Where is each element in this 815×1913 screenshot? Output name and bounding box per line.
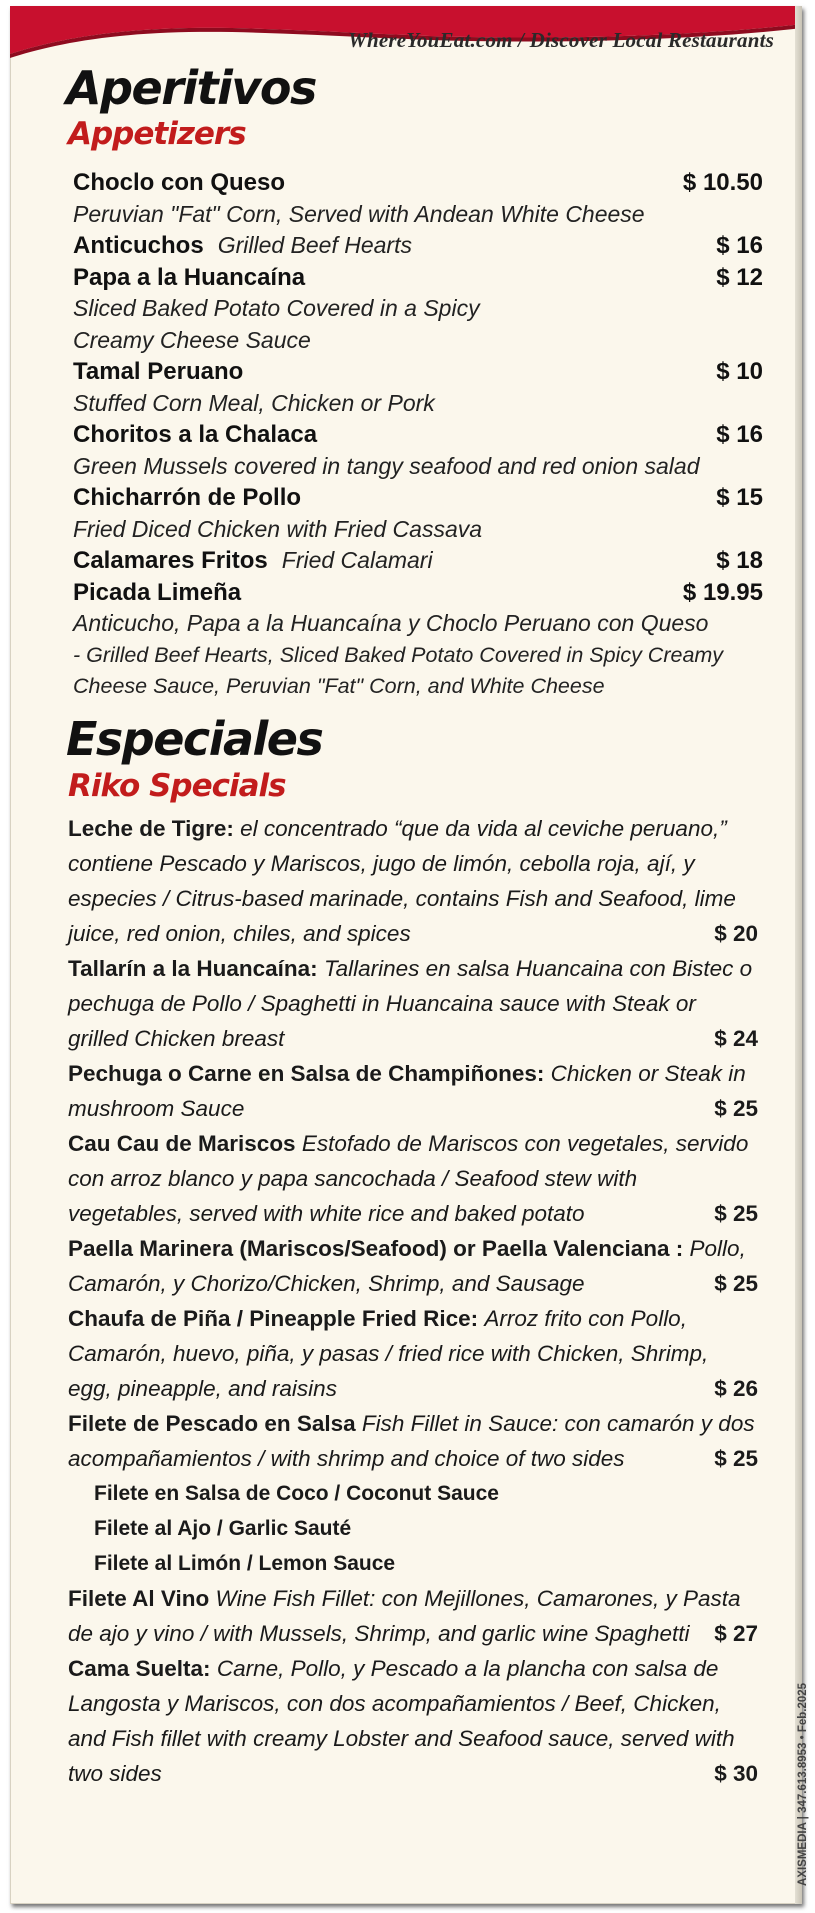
item-description: Anticucho, Papa a la Huancaína y Choclo Peruano con Queso [73, 610, 709, 636]
list-item [68, 1406, 758, 1476]
item-description: el concentrado “que da vida al ceviche peruano,” contiene Pescado y Mariscos, jugo de limón, cebolla roja, ají, y especies / Citrus-based marinade, contains Fish and Seafood, lime juice, red onion, chiles, and spices [68, 816, 736, 946]
item-price: $ 27 [714, 1621, 758, 1646]
list-item [73, 419, 763, 451]
item-name: Pechuga o Carne en Salsa de Champiñones: [68, 1061, 545, 1086]
item-description: Green Mussels covered in tangy seafood and red onion salad [73, 452, 700, 479]
list-item [73, 167, 763, 199]
item-name: Filete Al Vino [68, 1586, 210, 1611]
item-price: $ 24 [714, 1026, 758, 1051]
list-item [68, 1231, 758, 1301]
appetizers-list [73, 167, 763, 703]
item-description: Chicken or Steak in mushroom Sauce [68, 1061, 746, 1121]
item-price: $ 25 [714, 1271, 758, 1296]
item-description: Stuffed Corn Meal, Chicken or Pork [73, 389, 435, 416]
list-item [68, 1126, 758, 1231]
item-description: Creamy Cheese Sauce [73, 326, 311, 353]
menu-page [10, 6, 809, 1904]
item-name: Cau Cau de Mariscos [68, 1131, 296, 1156]
specials-subtitle: Riko Specials [68, 768, 286, 804]
item-name: Choclo con Queso [73, 169, 286, 196]
item-price: $ 16 [716, 232, 763, 259]
appetizers-title: Aperitivos [66, 61, 316, 115]
sauce-option: Filete en Salsa de Coco / Coconut Sauce [94, 1482, 499, 1505]
sauce-option: Filete al Limón / Lemon Sauce [94, 1552, 396, 1575]
item-price: $ 10 [716, 358, 763, 385]
item-name: Filete de Pescado en Salsa [68, 1411, 356, 1436]
list-item [68, 811, 758, 951]
appetizers-subtitle: Appetizers [68, 116, 246, 152]
item-description: Cheese Sauce, Peruvian "Fat" Corn, and White Cheese [73, 674, 605, 698]
item-name: Paella Marinera (Mariscos/Seafood) or Paella Valenciana : [68, 1236, 684, 1261]
item-price: $ 25 [714, 1201, 758, 1226]
item-description: Wine Fish Fillet: con Mejillones, Camarones, y Pasta de ajo y vino / with Mussels, Shrimp, and garlic wine Spaghetti [68, 1586, 741, 1646]
list-item [68, 1581, 758, 1651]
list-item [68, 1651, 758, 1791]
item-price: $ 10.50 [682, 169, 763, 196]
item-name: Tallarín a la Huancaína: [68, 956, 318, 981]
list-item [73, 482, 763, 514]
item-inline-description: Fried Calamari [281, 547, 433, 573]
item-price: $ 25 [714, 1096, 758, 1121]
list-item [68, 1301, 758, 1406]
item-price: $ 25 [714, 1446, 758, 1471]
site-watermark-text: WhereYouEat.com / Discover Local Restaurants [348, 28, 774, 52]
item-description: Estofado de Mariscos con vegetales, servido con arroz blanco y papa sancochada / Seafood stew with vegetables, served with white rice and baked potato [68, 1131, 749, 1226]
item-description: Pollo, Camarón, y Chorizo/Chicken, Shrimp, and Sausage [68, 1236, 746, 1296]
item-name: Tamal Peruano [73, 358, 244, 385]
list-item [68, 1056, 758, 1126]
item-name: Leche de Tigre: [68, 816, 234, 841]
item-name: Choritos a la Chalaca [73, 421, 318, 448]
item-description: Sliced Baked Potato Covered in a Spicy [73, 295, 480, 321]
item-description: Carne, Pollo, y Pescado a la plancha con salsa de Langosta y Mariscos, con dos acompañamientos / Beef, Chicken, and Fish fillet with creamy Lobster and Seafood sauce, served with two sides [68, 1656, 735, 1786]
item-price: $ 16 [716, 421, 763, 448]
item-price: $ 15 [716, 484, 763, 511]
item-description: Fried Diced Chicken with Fried Cassava [73, 515, 483, 542]
item-name: Papa a la Huancaína [73, 263, 306, 291]
sauce-option: Filete al Ajo / Garlic Sauté [94, 1517, 352, 1540]
list-item [73, 545, 763, 577]
list-item [73, 356, 763, 388]
item-description: Fish Fillet in Sauce: con camarón y dos acompañamientos / with shrimp and choice of two sides [68, 1411, 755, 1471]
item-price: $ 20 [714, 921, 758, 946]
list-item [73, 577, 763, 609]
item-price: $ 18 [716, 547, 763, 574]
list-item [73, 230, 763, 262]
item-price: $ 30 [714, 1761, 758, 1786]
printer-credit: AXISMEDIA | 347.613.8953 • Feb.2025 [797, 1682, 809, 1886]
list-item [68, 951, 758, 1056]
item-description: - Grilled Beef Hearts, Sliced Baked Potato Covered in Spicy Creamy [73, 642, 724, 667]
item-price: $ 12 [716, 263, 763, 291]
page-edge-shading [795, 6, 802, 1904]
item-description: Arroz frito con Pollo, Camarón, huevo, piña, y pasas / fried rice with Chicken, Shrimp, egg, pineapple, and raisins [68, 1306, 709, 1401]
item-name: Picada Limeña [73, 578, 242, 606]
item-description: Tallarines en salsa Huancaina con Bistec o pechuga de Pollo / Spaghetti in Huancaina sauce with Steak or grilled Chicken breast [68, 956, 753, 1051]
item-inline-description: Grilled Beef Hearts [217, 232, 412, 258]
specials-title: Especiales [66, 712, 323, 766]
item-price: $ 26 [714, 1376, 758, 1401]
item-price: $ 19.95 [682, 578, 763, 606]
specials-list [68, 811, 758, 1791]
item-name: Cama Suelta: [68, 1656, 211, 1681]
item-name: Anticuchos [73, 232, 204, 259]
item-description: Peruvian "Fat" Corn, Served with Andean White Cheese [73, 200, 645, 227]
item-name: Chicharrón de Pollo [73, 484, 302, 511]
item-name: Chaufa de Piña / Pineapple Fried Rice: [68, 1306, 479, 1331]
list-item [73, 262, 763, 294]
item-name: Calamares Fritos [73, 547, 268, 574]
